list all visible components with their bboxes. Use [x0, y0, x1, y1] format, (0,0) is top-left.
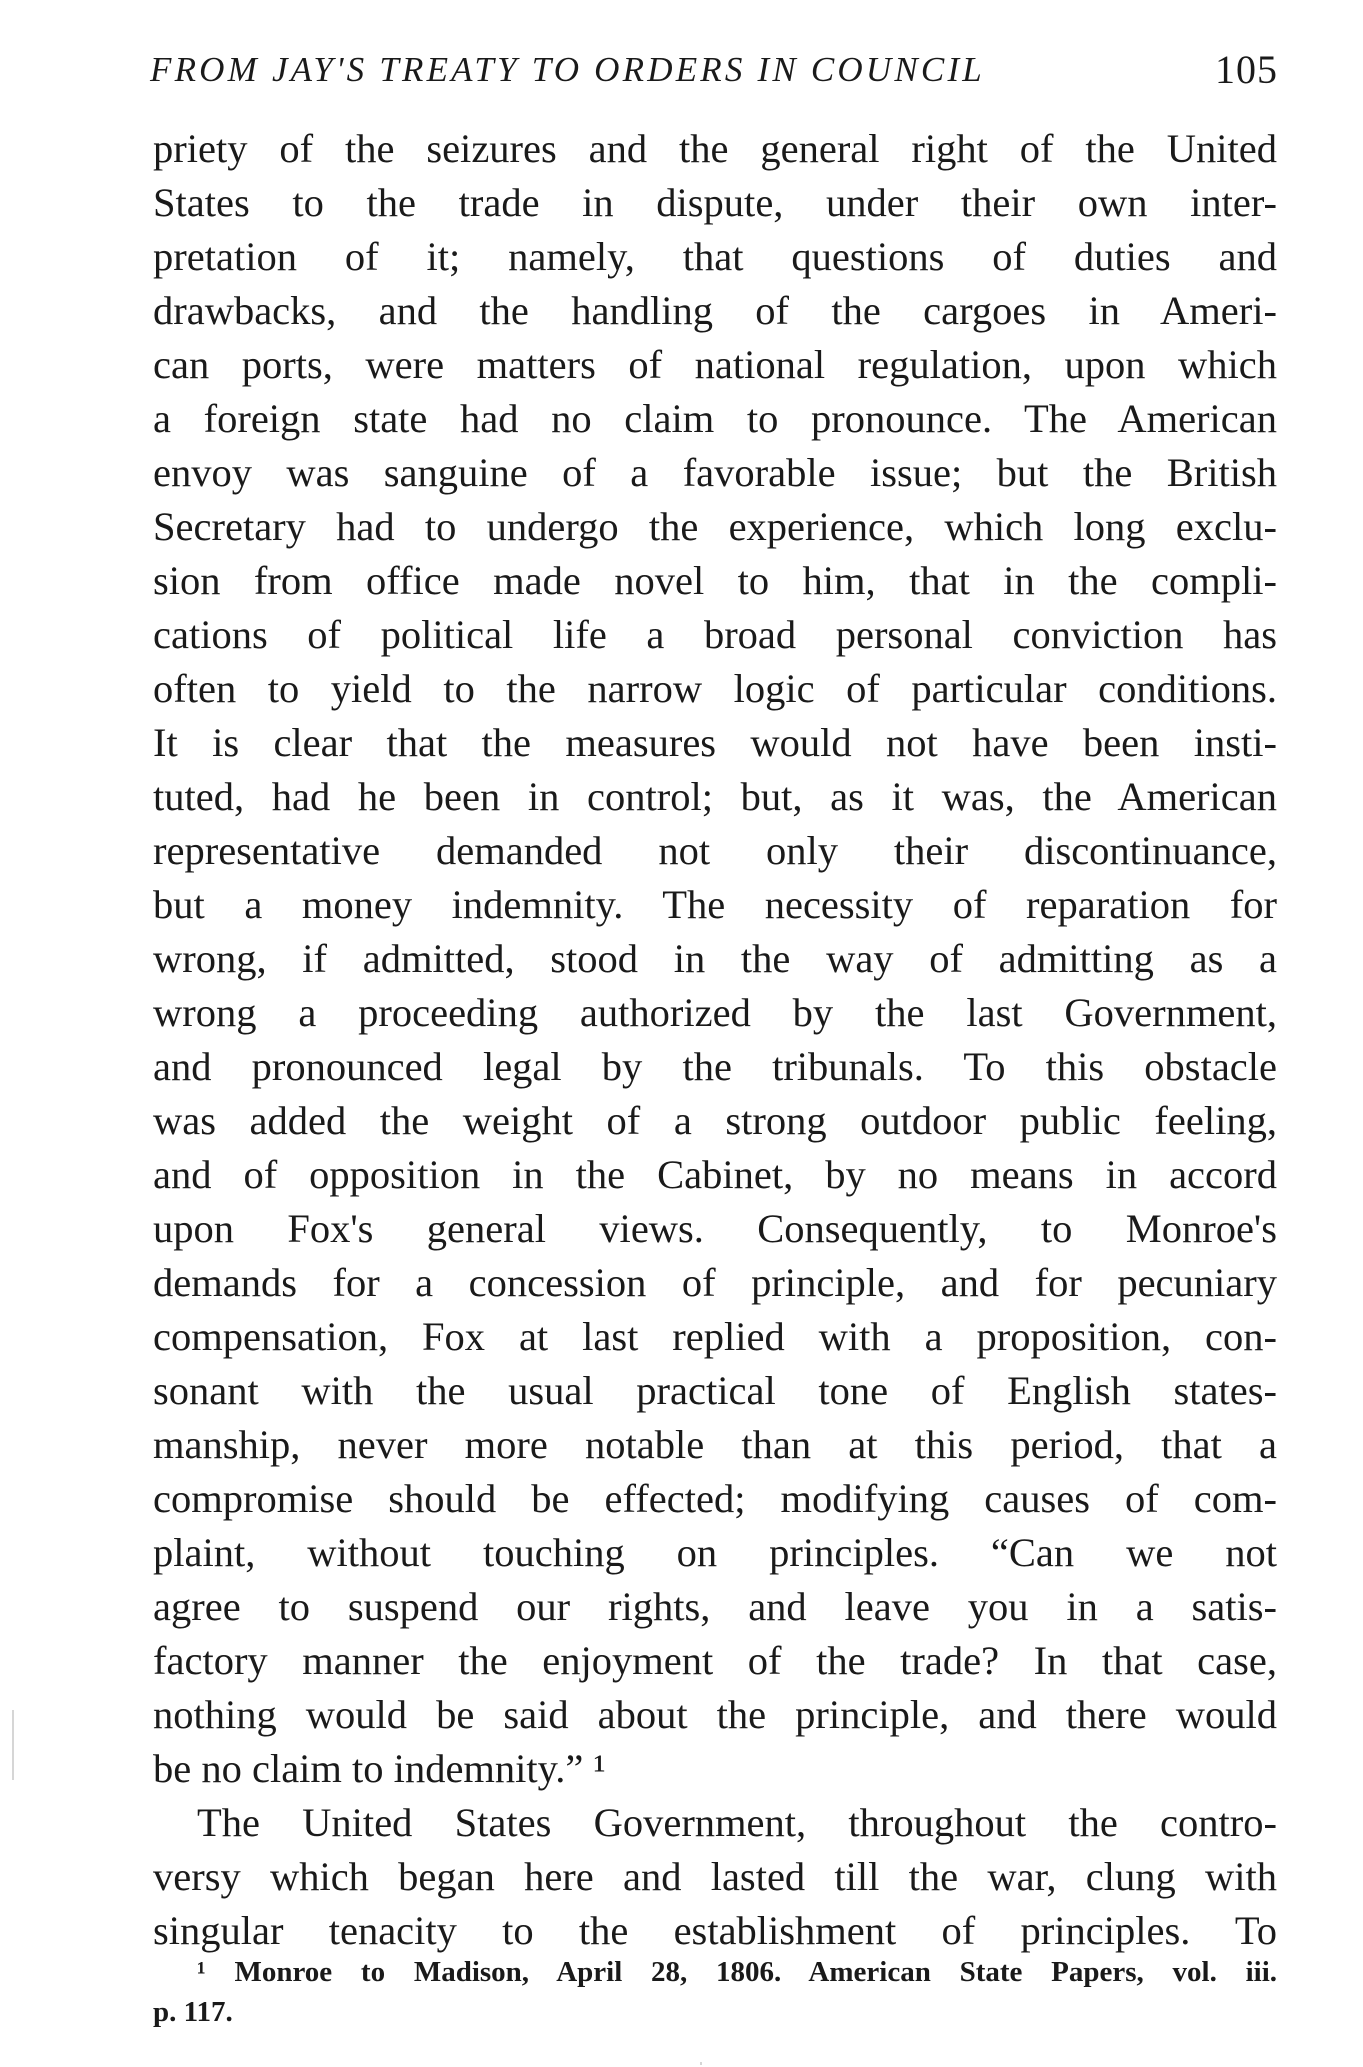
text-line: Secretary had to undergo the experience, which long exclu- — [153, 504, 1277, 549]
text-line: drawbacks, and the handling of the cargoes in Ameri- — [153, 288, 1277, 333]
text-line: demands for a concession of principle, and for pecuniary — [153, 1260, 1277, 1305]
text-line: upon Fox's general views. Consequently, to Monroe's — [153, 1206, 1277, 1251]
footnote-line: ¹ Monroe to Madison, April 28, 1806. American State Papers, vol. iii. — [197, 1956, 1277, 1988]
text-line: be no claim to indemnity.” ¹ — [153, 1746, 606, 1791]
text-line: tuted, had he been in control; but, as it was, the American — [153, 774, 1277, 819]
text-line: manship, never more notable than at this period, that a — [153, 1422, 1277, 1467]
text-line: priety of the seizures and the general right of the United — [153, 126, 1277, 171]
page-number: 105 — [1215, 47, 1278, 92]
text-line: compromise should be effected; modifying causes of com- — [153, 1476, 1277, 1521]
text-line: can ports, were matters of national regulation, upon which — [153, 342, 1277, 387]
running-title: FROM JAY'S TREATY TO ORDERS IN COUNCIL — [150, 50, 985, 89]
running-head — [150, 44, 1278, 96]
text-line: but a money indemnity. The necessity of reparation for — [153, 882, 1277, 927]
text-line: pretation of it; namely, that questions of duties and — [153, 234, 1277, 279]
text-line: It is clear that the measures would not have been insti- — [153, 720, 1277, 765]
text-line: compensation, Fox at last replied with a proposition, con- — [153, 1314, 1277, 1359]
text-line: versy which began here and lasted till the war, clung with — [153, 1854, 1277, 1899]
scan-mark — [12, 1710, 14, 1780]
text-line: a foreign state had no claim to pronounce. The American — [153, 396, 1277, 441]
paragraph-start-line: The United States Government, throughout the contro- — [197, 1800, 1277, 1845]
text-line: and pronounced legal by the tribunals. To this obstacle — [153, 1044, 1277, 1089]
body-text — [153, 122, 1277, 1958]
text-line: cations of political life a broad personal conviction has — [153, 612, 1277, 657]
text-line: wrong a proceeding authorized by the last Government, — [153, 990, 1277, 1035]
text-line: representative demanded not only their discontinuance, — [153, 828, 1277, 873]
text-line: plaint, without touching on principles. “Can we not — [153, 1530, 1277, 1575]
text-line: envoy was sanguine of a favorable issue; but the British — [153, 450, 1277, 495]
text-line: and of opposition in the Cabinet, by no means in accord — [153, 1152, 1277, 1197]
text-line: wrong, if admitted, stood in the way of admitting as a — [153, 936, 1277, 981]
text-line: States to the trade in dispute, under their own inter- — [153, 180, 1277, 225]
footnote-line: p. 117. — [153, 1996, 233, 2028]
text-line: agree to suspend our rights, and leave you in a satis- — [153, 1584, 1277, 1629]
text-line: nothing would be said about the principle, and there would — [153, 1692, 1277, 1737]
scan-mark — [700, 2062, 702, 2065]
text-line: singular tenacity to the establishment of principles. To — [153, 1908, 1277, 1953]
footnote — [153, 1952, 1277, 2032]
text-line: sonant with the usual practical tone of English states- — [153, 1368, 1277, 1413]
text-line: was added the weight of a strong outdoor public feeling, — [153, 1098, 1277, 1143]
text-line: often to yield to the narrow logic of particular conditions. — [153, 666, 1277, 711]
text-line: sion from office made novel to him, that in the compli- — [153, 558, 1277, 603]
text-line: factory manner the enjoyment of the trade? In that case, — [153, 1638, 1277, 1683]
